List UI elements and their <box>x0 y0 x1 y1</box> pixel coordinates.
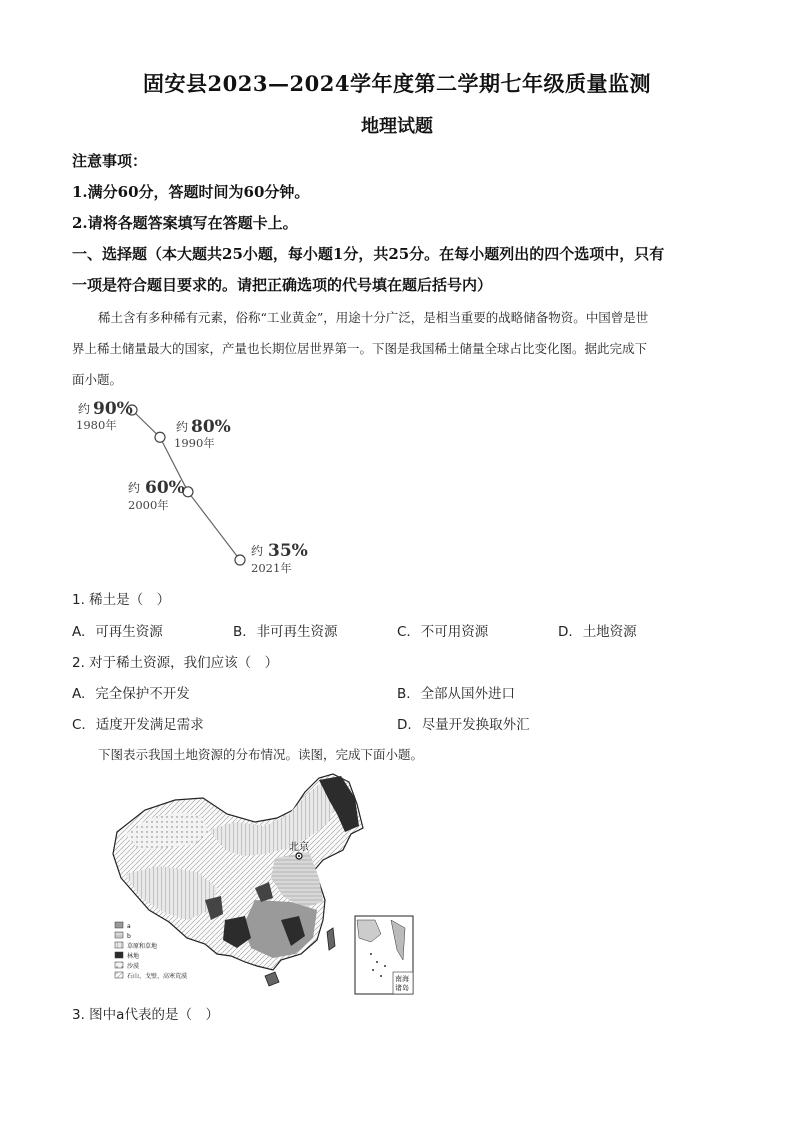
china-land-resources-map <box>105 770 417 998</box>
legend-stone: 石山、戈壁、高寒荒漠 <box>127 973 188 980</box>
option-key: A. <box>72 624 86 640</box>
question-1-option-d[interactable] <box>558 620 637 640</box>
option-key: B. <box>397 686 411 702</box>
chart-year-label: 2021年 <box>251 561 292 575</box>
question-2-option-c[interactable] <box>72 713 204 733</box>
south-china-sea-inset <box>355 916 413 994</box>
legend-desert: 沙漠 <box>127 963 140 970</box>
beijing-label: 北京 <box>289 842 309 853</box>
option-text: 非可再生资源 <box>256 624 338 640</box>
option-text: 适度开发满足需求 <box>95 717 204 733</box>
question-1-option-c[interactable] <box>397 620 488 640</box>
exam-subtitle: 地理试题 <box>361 116 433 137</box>
option-key: C. <box>72 717 86 733</box>
exam-title: 固安县2023—2024学年度第二学期七年级质量监测 <box>143 71 651 96</box>
question-2-stem: 2. 对于稀土资源，我们应该（ ） <box>72 655 279 671</box>
option-text: 土地资源 <box>582 624 637 640</box>
question-2-option-d[interactable] <box>397 713 530 733</box>
chart-value-prefix: 约 <box>251 544 264 558</box>
question-1-option-a[interactable] <box>72 620 163 640</box>
section-heading-line-1: 一、选择题（本大题共25小题，每小题1分，共25分。在每小题列出的四个选项中，只有 <box>72 245 665 263</box>
legend-a: a <box>127 923 131 930</box>
option-key: D. <box>558 624 573 640</box>
question-1-stem: 1. 稀土是（ ） <box>72 592 171 608</box>
notice-item-2: 2.请将各题答案填写在答题卡上。 <box>72 214 298 232</box>
rare-earth-share-chart <box>70 395 330 580</box>
question-2-option-a[interactable] <box>72 682 190 702</box>
chart-value-prefix: 约 <box>176 420 189 434</box>
option-key: C. <box>397 624 411 640</box>
section-heading-line-2: 一项是符合题目要求的。请把正确选项的代号填在题后括号内） <box>72 276 493 294</box>
option-text: 尽量开发换取外汇 <box>421 717 530 733</box>
chart-year-label: 1990年 <box>174 436 215 450</box>
notice-heading: 注意事项： <box>72 152 148 170</box>
inset-label-2: 诸岛 <box>395 984 409 992</box>
passage-1-line-2: 界上稀土储量最大的国家，产量也长期位居世界第一。下图是我国稀土储量全球占比变化图。据此完成下 <box>72 341 648 356</box>
option-text: 不可用资源 <box>420 624 489 640</box>
chart-value-label: 60% <box>145 478 185 498</box>
chart-point <box>235 555 245 565</box>
option-key: D. <box>397 717 412 733</box>
option-text: 全部从国外进口 <box>420 686 516 702</box>
chart-year-label: 1980年 <box>76 418 117 432</box>
chart-value-label: 35% <box>268 541 308 561</box>
chart-value-label: 80% <box>191 417 231 437</box>
question-1-option-b[interactable] <box>233 620 338 640</box>
legend-grassland: 草原和草地 <box>127 943 158 950</box>
legend-b: b <box>127 933 131 940</box>
passage-2: 下图表示我国土地资源的分布情况。读图，完成下面小题。 <box>98 747 424 762</box>
chart-segment <box>188 492 240 560</box>
passage-1-line-3: 面小题。 <box>72 372 123 387</box>
legend-forest: 林地 <box>127 953 140 960</box>
question-3-stem: 3. 图中a代表的是（ ） <box>72 1007 219 1023</box>
question-2-option-b[interactable] <box>397 682 515 702</box>
option-key: A. <box>72 686 86 702</box>
inset-label-1: 南海 <box>395 975 409 983</box>
notice-item-1: 1.满分60分，答题时间为60分钟。 <box>72 183 310 201</box>
chart-value-prefix: 约 <box>128 481 141 495</box>
map-legend <box>115 922 187 980</box>
chart-value-label: 90% <box>93 399 133 419</box>
option-text: 可再生资源 <box>95 624 163 640</box>
chart-point <box>155 432 165 442</box>
chart-segment <box>132 410 160 437</box>
passage-1-line-1: 稀土含有多种稀有元素，俗称“工业黄金”，用途十分广泛，是相当重要的战略储备物资。中国曾是世 <box>98 310 649 325</box>
chart-year-label: 2000年 <box>128 498 169 512</box>
chart-value-prefix: 约 <box>78 402 91 416</box>
option-key: B. <box>233 624 247 640</box>
option-text: 完全保护不开发 <box>95 686 190 702</box>
